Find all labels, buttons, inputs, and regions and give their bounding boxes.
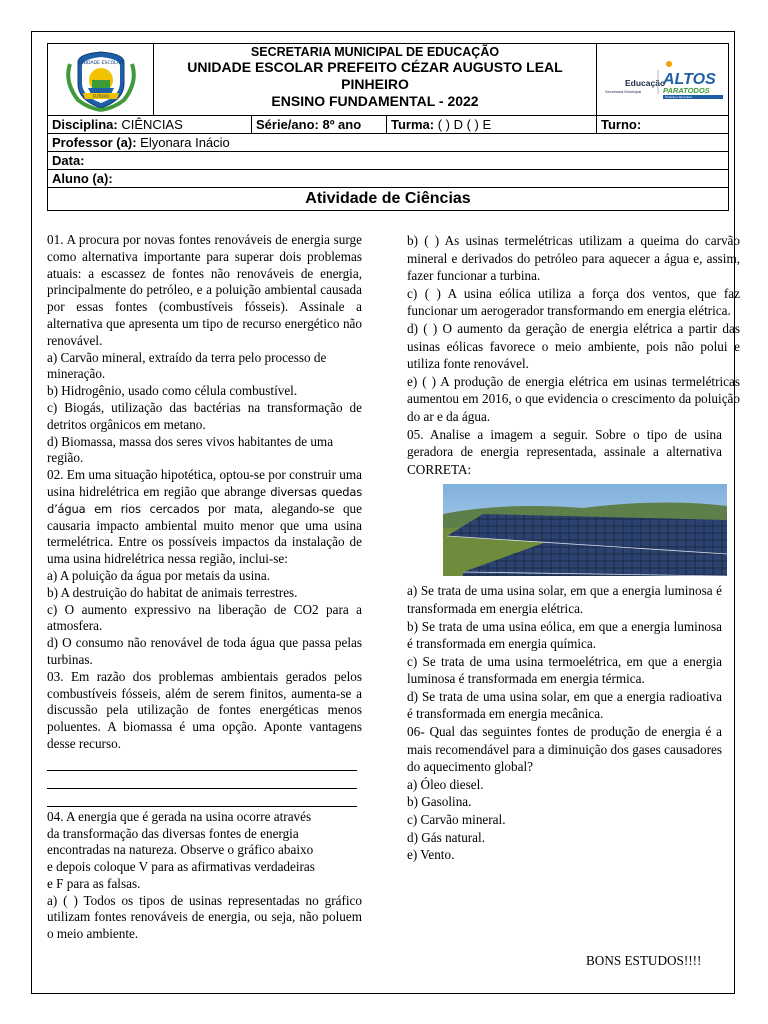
q2-text-start: 02. Em uma situação hipotética, optou-se por construir uma usina hidrelétrica em região que abrange: [47, 467, 362, 499]
secretaria-title: SECRETARIA MUNICIPAL DE EDUCAÇÃO: [250, 45, 500, 59]
q1-option-b: b) Hidrogênio, usado como célula combustível.: [47, 383, 298, 399]
question-5: 05. Analise a imagem a seguir. Sobre o tipo de usina geradora de energia representada, assinale a alternativa CORRETA:: [407, 426, 722, 477]
professor-label: Professor (a):: [52, 135, 137, 150]
q2-option-a: a) A poluição da água por metais da usina.: [47, 567, 271, 583]
school-crest-icon: [48, 44, 154, 115]
q4-option-a: a) ( ) Todos os tipos de usinas representadas no gráfico utilizam fontes renováveis de energia, ou seja, não poluem o meio ambiente.: [47, 892, 362, 942]
q5-option-c: c) Se trata de uma usina termoelétrica, em que a energia luminosa é transformada em energia térmica.: [407, 653, 722, 687]
professor-value: Elyonara Inácio: [140, 135, 230, 150]
paratodos-text: PARATODOS: [663, 86, 710, 95]
q6-option-b: b) Gasolina.: [407, 794, 472, 810]
q2-text-end: por mata, alegando-se que causaria impacto ambiental muito menor que uma usina termelétrica. Entre os possíveis impactos da instalação de uma usina hidrelétrica nessa região, inclui-se:: [47, 500, 362, 567]
disciplina-cell: [48, 116, 251, 133]
q6-option-d: d) Gás natural.: [407, 829, 485, 845]
info-row-aluno: [47, 170, 729, 188]
info-row-data: [47, 152, 729, 170]
aluno-cell: Aluno (a):: [52, 171, 113, 186]
answer-line-2[interactable]: [47, 771, 357, 789]
info-row-professor: [47, 134, 729, 152]
educacao-text: Educação: [625, 78, 666, 88]
disciplina-value: CIÊNCIAS: [121, 117, 183, 132]
q4-line-2: da transformação das diversas fontes de energia: [47, 825, 299, 841]
q5-option-b: b) Se trata de uma usina eólica, em que a energia luminosa é transformada em energia química.: [407, 618, 722, 652]
logo-banner-text: FUTURO: [92, 94, 110, 99]
question-2: [47, 467, 362, 568]
serie-cell: Série/ano: 8º ano: [251, 116, 386, 133]
q2-option-d: d) O consumo não renovável de toda água que passa pelas turbinas.: [47, 635, 362, 667]
q4-option-d: d) ( ) O aumento da geração de energia elétrica a partir das usinas eólicas favorece o meio ambiente, pois não polui e utiliza fonte renovável.: [407, 320, 740, 372]
answer-line-1[interactable]: [47, 753, 357, 771]
q2-handwritten-text: diversas quedas d’água em rios cercados: [47, 484, 362, 516]
header-table: [47, 43, 729, 211]
altos-para-todos-logo-icon: [597, 44, 727, 115]
q6-option-c: c) Carvão mineral.: [407, 812, 506, 828]
activity-title: Atividade de Ciências: [47, 188, 729, 211]
data-cell: Data:: [52, 153, 85, 168]
q4-option-c: c) ( ) A usina eólica utiliza a força dos ventos, que faz funcionar um aerogerador transformando em energia elétrica.: [407, 285, 740, 319]
turma-cell: [386, 116, 596, 133]
solar-panels-image: [443, 484, 727, 576]
q1-option-a: a) Carvão mineral, extraído da terra pelo processo de mineração.: [47, 349, 327, 382]
turno-cell: Turno:: [596, 116, 728, 133]
question-6: 06- Qual das seguintes fontes de produção de energia é a mais recomendável para a diminuição dos gases causadores do aquecimento global?: [407, 724, 722, 775]
school-logo-cell: [48, 44, 154, 115]
prefeitura-municipal-text: Prefeitura Municipal: [665, 95, 692, 100]
right-column: [407, 232, 740, 864]
q6-option-a: a) Óleo diesel.: [407, 776, 484, 792]
footer-text: BONS ESTUDOS!!!!: [586, 953, 702, 968]
answer-line-3[interactable]: [47, 789, 357, 807]
turma-label: Turma:: [391, 117, 435, 132]
left-column: [47, 232, 362, 943]
q4-line-3: encontradas na natureza. Observe o gráfico abaixo: [47, 842, 314, 858]
altos-text: ALTOS: [663, 71, 716, 88]
disciplina-label: Disciplina:: [52, 117, 118, 132]
q2-option-b: b) A destruição do habitat de animais terrestres.: [47, 584, 298, 600]
question-1: 01. A procura por novas fontes renováveis de energia surge como alternativa importante para superar dois problemas atuais: a escassez de fontes não renováveis de energia, principalmente do petróleo, e a poluição ambiental causada por essas fontes (combustíveis fósseis). Assinale a alternativa que apresenta um tipo de recurso energético não renovável.: [47, 232, 362, 348]
info-row-disciplina: [47, 116, 729, 134]
solar-panels-photo: [443, 484, 727, 576]
header-titles: [154, 44, 596, 115]
prefeitura-logo-cell: [596, 44, 728, 115]
school-name: UNIDADE ESCOLAR PREFEITO CÉZAR AUGUSTO LEAL: [187, 59, 563, 75]
q1-option-c: c) Biogás, utilização das bactérias na transformação de detritos orgânicos em metano.: [47, 399, 362, 432]
logo-text: UNIDADE ESCOLAR: [78, 61, 124, 66]
q6-option-e: e) Vento.: [407, 847, 455, 863]
q4-line-4: e depois coloque V para as afirmativas verdadeiras: [47, 859, 315, 875]
q2-option-c: c) O aumento expressivo na liberação de CO2 para a atmosfera.: [47, 601, 362, 634]
question-3: 03. Em razão dos problemas ambientais gerados pelos combustíveis fósseis, além de serem finitos, aumenta-se a discussão pela utilização de fontes energéticas menos poluentes. A biomassa é uma opção. Aponte vantagens desse recurso.: [47, 668, 362, 751]
professor-cell: [48, 134, 728, 151]
school-name-cont: PINHEIRO: [341, 76, 409, 92]
q4-line-1: 04. A energia que é gerada na usina ocorre através: [47, 808, 312, 824]
q1-option-d: d) Biomassa, massa dos seres vivos habitantes de uma região.: [47, 433, 334, 466]
q4-option-b: b) ( ) As usinas termelétricas utilizam a queima do carvão mineral e derivados do petróleo para aquecer a água e, assim, fazer funcionar a turbina.: [407, 233, 740, 284]
turma-value: ( ) D ( ) E: [437, 117, 492, 132]
q4-line-5: e F para as falsas.: [47, 875, 141, 891]
header-top-row: [47, 43, 729, 116]
q5-option-d: d) Se trata de uma usina solar, em que a energia radioativa é transformada em energia mecânica.: [407, 688, 722, 722]
q4-option-e: e) ( ) A produção de energia elétrica em usinas termelétricas aumentou em 2016, o que evidencia o crescimento da poluição do ar e da água.: [407, 373, 740, 424]
ensino-title: ENSINO FUNDAMENTAL - 2022: [271, 93, 479, 109]
secretaria-municipal-text: Secretaria Municipal: [605, 89, 642, 94]
q5-option-a: a) Se trata de uma usina solar, em que a energia luminosa é transformada em energia elétrica.: [407, 583, 722, 616]
